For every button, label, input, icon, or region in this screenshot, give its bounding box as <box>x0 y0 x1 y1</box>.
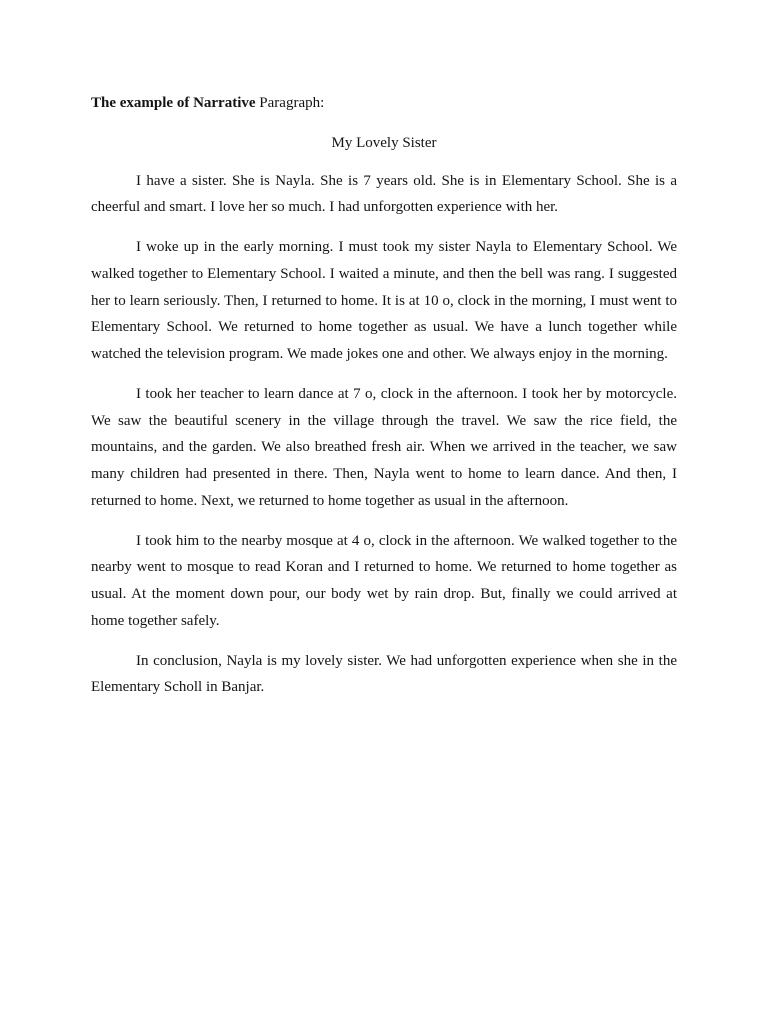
paragraph-mosque: I took him to the nearby mosque at 4 o, clock in the afternoon. We walked together to the nearby went to mosque to read Koran and I returned to home. We returned to home together as usual. At the moment down pour, our body wet by rain drop. But, finally we could arrived at home together safely. <box>91 532 677 629</box>
document-page <box>91 90 677 714</box>
paragraph-morning: I woke up in the early morning. I must took my sister Nayla to Elementary School. We walked together to Elementary School. I waited a minute, and then the bell was rang. I suggested her to learn seriously. Then, I returned to home. It is at 10 o, clock in the morning, I must went to Elementary School. We returned to home together as usual. We have a lunch together while watched the television program. We made jokes one and other. We always enjoy in the morning. <box>91 239 677 363</box>
story-title: My Lovely Sister <box>331 134 437 151</box>
paragraph-introduction: I have a sister. She is Nayla. She is 7 years old. She is in Elementary School. She is a cheerful and smart. I love her so much. I had unforgotten experience with her. <box>91 172 677 216</box>
heading-regular-text: Paragraph: <box>259 95 325 111</box>
heading-bold-text: The example of Narrative <box>91 95 256 111</box>
document-heading <box>91 90 677 117</box>
paragraph-afternoon-dance: I took her teacher to learn dance at 7 o, clock in the afternoon. I took her by motorcycle. We saw the beautiful scenery in the village through the travel. We saw the rice field, the mountains, and the garden. We also breathed fresh air. When we arrived in the teacher, we saw many children had presented in there. Then, Nayla went to home to learn dance. And then, I returned to home. Next, we returned to home together as usual in the afternoon. <box>91 385 677 509</box>
paragraph-conclusion: In conclusion, Nayla is my lovely sister. We had unforgotten experience when she in the Elementary Scholl in Banjar. <box>91 652 677 696</box>
